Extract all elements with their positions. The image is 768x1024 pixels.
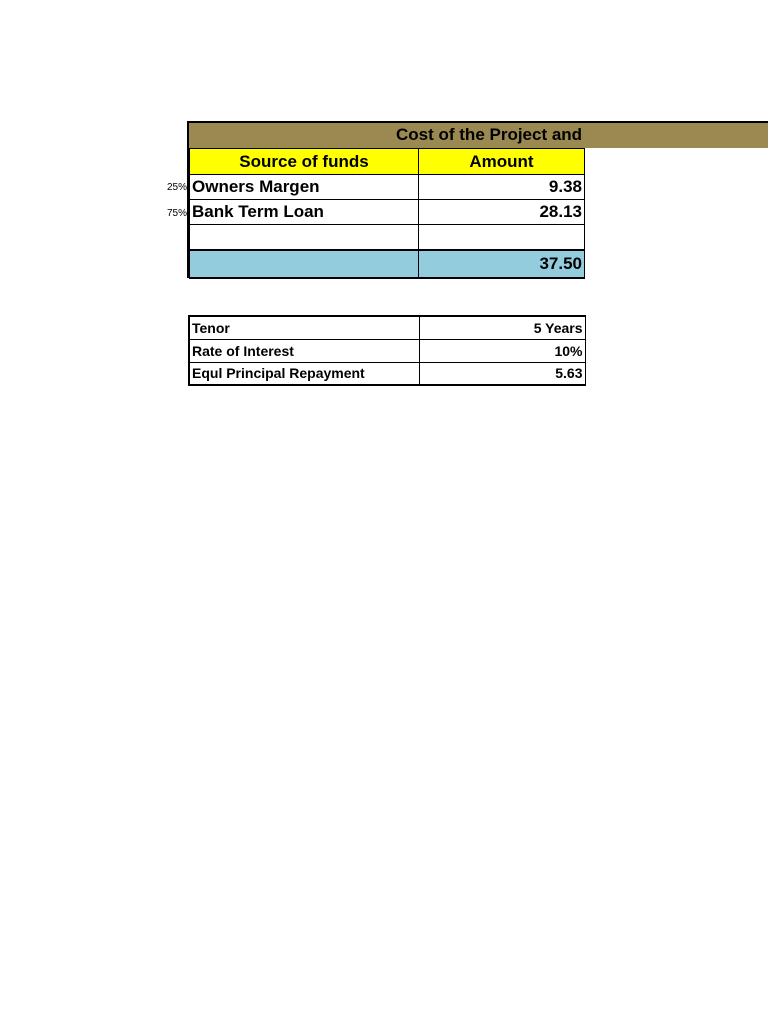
table-row xyxy=(189,316,585,339)
loan-value-cell[interactable]: 5.63 xyxy=(419,362,585,385)
cell-amount[interactable]: 9.38 xyxy=(419,175,585,200)
cell-source[interactable]: Owners Margen xyxy=(190,175,419,200)
cell-amount[interactable] xyxy=(419,225,585,250)
loan-label-cell[interactable]: Tenor xyxy=(189,316,419,339)
cell-source[interactable] xyxy=(190,225,419,250)
loan-label-cell[interactable]: Equl Principal Repayment xyxy=(189,362,419,385)
loan-value-cell[interactable]: 5 Years xyxy=(419,316,585,339)
sheet-title: Cost of the Project and xyxy=(396,125,583,144)
cell-amount[interactable]: 28.13 xyxy=(419,200,585,225)
total-amount-cell[interactable]: 37.50 xyxy=(419,250,585,278)
cell-source[interactable]: Bank Term Loan xyxy=(190,200,419,225)
loan-label-cell[interactable]: Rate of Interest xyxy=(189,339,419,362)
header-amount[interactable]: Amount xyxy=(419,149,585,175)
title-clip xyxy=(0,122,584,147)
loan-terms-table xyxy=(188,315,586,386)
bank-loan-percent: 75% xyxy=(166,208,187,219)
table-row xyxy=(190,175,585,200)
loan-value-cell[interactable]: 10% xyxy=(419,339,585,362)
table-row xyxy=(190,225,585,250)
funds-header-row xyxy=(190,149,585,175)
header-source-of-funds[interactable]: Source of funds xyxy=(190,149,419,175)
table-row xyxy=(189,339,585,362)
total-label-cell[interactable] xyxy=(190,250,419,278)
total-row xyxy=(190,250,585,278)
funds-table xyxy=(189,148,585,279)
owners-margin-percent: 25% xyxy=(166,182,187,193)
table-row xyxy=(189,362,585,385)
table-row xyxy=(190,200,585,225)
